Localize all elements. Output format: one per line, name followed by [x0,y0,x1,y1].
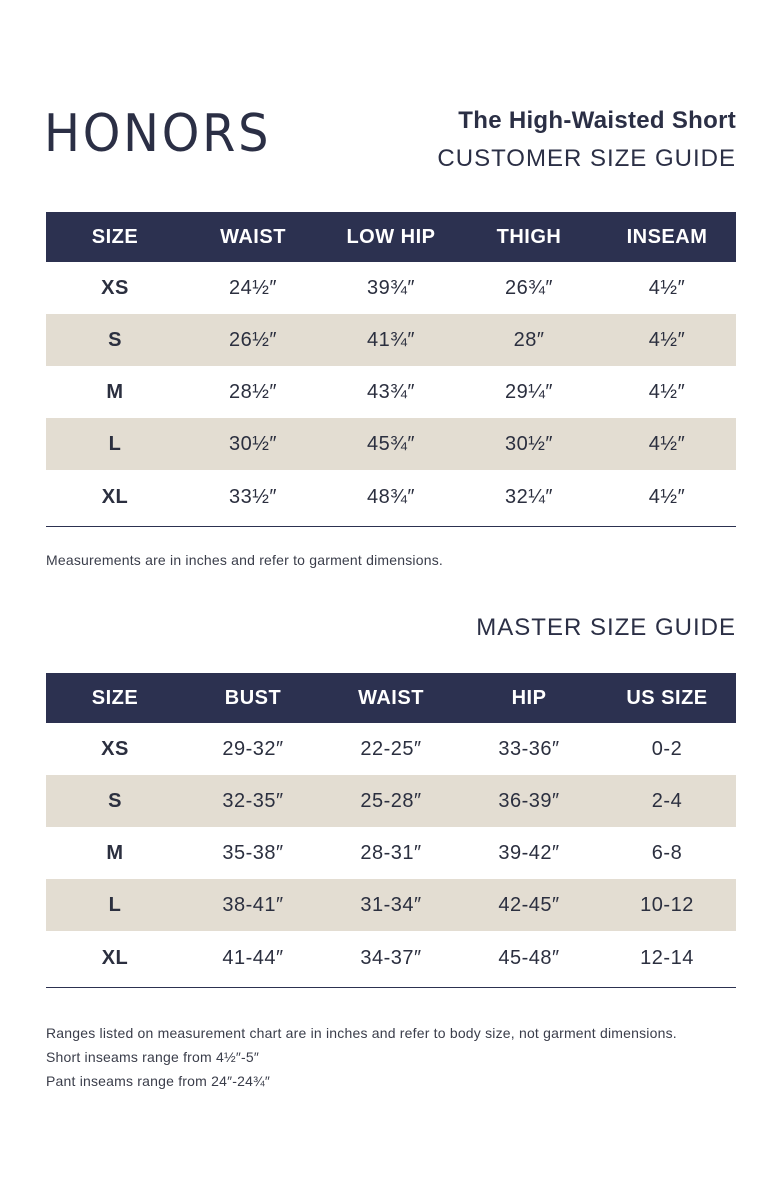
size-cell: XS [101,737,129,760]
table-cell: 34-37″ [360,947,422,970]
table-row [46,470,736,526]
table-cell: 4½″ [648,328,686,351]
note-line: Pant inseams range from 24″-24¾″ [46,1073,271,1089]
column-header: BUST [224,686,282,709]
table-row [46,931,736,987]
table-cell: 4½″ [648,380,686,403]
table-cell: 31-34″ [360,893,422,916]
table-cell: 33-36″ [498,737,560,760]
table-cell: 4½″ [648,486,686,509]
table-cell: 43¾″ [366,380,415,403]
table-cell: 32¼″ [504,486,553,509]
master-guide-title: MASTER SIZE GUIDE [476,614,736,641]
table-cell: 26¾″ [504,276,553,299]
size-cell: L [108,893,122,916]
size-cell: XL [101,947,129,970]
column-header: SIZE [91,686,139,709]
table-cell: 28″ [513,328,545,351]
note-line: Short inseams range from 4½″-5″ [46,1049,259,1065]
brand-logo: HONORS [44,104,272,164]
size-cell: S [108,328,122,351]
master-size-table [46,673,736,988]
column-header: WAIST [358,686,424,709]
table-cell: 30½″ [228,432,277,455]
table-cell: 25-28″ [360,789,422,812]
table-row [46,775,736,827]
table-cell: 4½″ [648,432,686,455]
column-header: WAIST [220,225,286,248]
column-header: LOW HIP [346,225,436,248]
table-row [46,262,736,314]
table-cell: 39-42″ [498,841,560,864]
table-cell: 41-44″ [222,947,284,970]
table-cell: 28-31″ [360,841,422,864]
column-header: HIP [511,686,547,709]
table-row [46,723,736,775]
table-cell: 10-12 [640,893,694,916]
customer-size-table [46,212,736,527]
size-cell: XL [101,486,129,509]
product-title: The High-Waisted Short [458,107,736,134]
column-header: SIZE [91,225,139,248]
table-row [46,827,736,879]
table-cell: 38-41″ [222,893,284,916]
table-cell: 32-35″ [222,789,284,812]
table-cell: 28½″ [228,380,277,403]
size-cell: M [106,380,124,403]
table-row [46,366,736,418]
size-cell: S [108,789,122,812]
table-cell: 36-39″ [498,789,560,812]
table-cell: 2-4 [651,789,683,812]
table-cell: 30½″ [504,432,553,455]
table-row [46,314,736,366]
table-cell: 4½″ [648,276,686,299]
table-cell: 29¼″ [504,380,553,403]
table-cell: 29-32″ [222,737,284,760]
table-cell: 42-45″ [498,893,560,916]
note-line: Ranges listed on measurement chart are in inches and refer to body size, not garment dimensions. [46,1025,677,1041]
column-header: INSEAM [626,225,708,248]
customer-guide-title: CUSTOMER SIZE GUIDE [437,145,736,172]
master-table-notes [46,1021,677,1093]
table-cell: 39¾″ [366,276,415,299]
column-header: THIGH [496,225,562,248]
table-cell: 22-25″ [360,737,422,760]
table-header-row [46,673,736,723]
table-cell: 35-38″ [222,841,284,864]
table-cell: 12-14 [640,947,694,970]
size-cell: XS [101,276,129,299]
table-cell: 0-2 [651,737,683,760]
customer-table-note: Measurements are in inches and refer to garment dimensions. [46,552,443,568]
table-cell: 24½″ [228,276,277,299]
column-header: US SIZE [626,686,708,709]
table-row [46,418,736,470]
table-cell: 6-8 [651,841,683,864]
table-cell: 45-48″ [498,947,560,970]
table-header-row [46,212,736,262]
size-cell: M [106,841,124,864]
table-cell: 33½″ [228,486,277,509]
table-row [46,879,736,931]
table-cell: 41¾″ [366,328,415,351]
table-cell: 48¾″ [366,486,415,509]
size-cell: L [108,432,122,455]
table-cell: 45¾″ [366,432,415,455]
table-cell: 26½″ [228,328,277,351]
